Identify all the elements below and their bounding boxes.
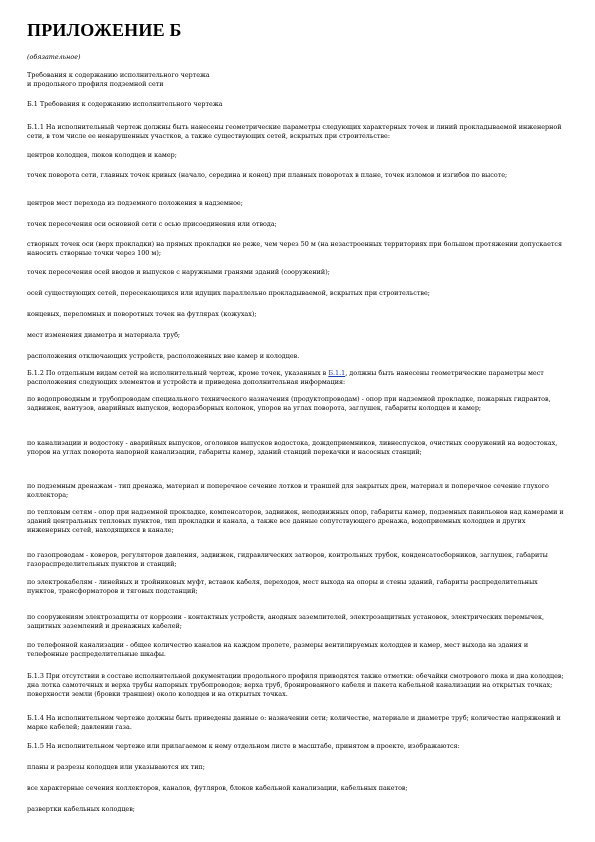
list-item: по электрокабелям - линейных и тройниковых муфт, вставок кабеля, переходов, мест выхода на опоры и стены зданий, габариты распределительных пунктов, трансформаторов и тяговых подстанций; [27,578,538,595]
list-item: центров колодцев, люков колодцев и камер; [27,151,177,159]
list-item: точек поворота сети, главных точек кривых (начало, середина и конец) при плавных поворотах в плане, точек изломов и изгибов по высоте; [27,171,508,179]
paragraph-b12-text: Б.1.2 По отдельным видам сетей на исполнительный чертеж, кроме точек, указанных в [27,369,329,377]
list-item: концевых, переломных и поворотных точек на футлярах (кожухах); [27,310,257,318]
list-item: центров мест перехода из подземного положения в надземное; [27,199,243,207]
list-item: планы и разрезы колодцев или указываются их тип; [27,763,205,771]
list-item: все характерные сечения коллекторов, каналов, футляров, блоков кабельной канализации, кабельных пакетов; [27,784,408,792]
appendix-title: ПРИЛОЖЕНИЕ Б [27,20,182,40]
list-item: точек пересечения оси основной сети с осью присоединения или отвода; [27,220,277,228]
list-item: точек пересечения осей вводов и выпусков с наружными гранями зданий (сооружений); [27,268,330,276]
section-heading: Б.1 Требования к содержанию исполнительного чертежа [27,100,223,108]
list-item: по водопроводным и трубопроводам специального технического назначения (продуктопроводам) - опор при надземной прокладке, пожарных гидрантов, задвижек, вантузов, аварийных выпусков, водоразборных колонок, упоров на углах поворота, заглушек, габариты колодцев и камер; [27,395,551,412]
paragraph-b12 [27,369,568,387]
link-b11[interactable]: Б.1.1 [328,369,346,377]
appendix-status: (обязательное) [27,53,81,61]
heading-line-1: Требования к содержанию исполнительного чертежа [27,71,210,79]
list-item: мест изменения диаметра и материала труб; [27,331,181,339]
list-item: по канализации и водостоку - аварийных выпусков, оголовков выпусков водостока, дождеприемников, ливнеспусков, очистных сооружений на водостоках, упоров на углах поворота напорной канализации, габариты камер, зданий станций перекачки и насосных станций; [27,439,558,456]
paragraph-b14: Б.1.4 На исполнительном чертеже должны быть приведены данные о: назначении сети; количестве, материале и диаметре труб; количестве напряжений и марке кабелей; давлении газа. [27,714,561,731]
list-item: по телефонной канализации - общее количество каналов на каждом пролете, размеры вентилируемых колодцев и камер, мест выхода на здания и телефонные распределительные шкафы. [27,641,529,658]
list-item: створных точек оси (верх прокладки) на прямых прокладки не реже, чем через 50 м (на незастроенных территориях при большом протяжении допускается наносить створные точки через 100 м); [27,240,563,257]
paragraph-b11: Б.1.1 На исполнительный чертеж должны быть нанесены геометрические параметры следующих характерных точек и линий прокладываемой инженерной сети, в том числе ее ненарушенных участков, а также существующих сетей, вскрытых при строительстве: [27,123,562,140]
list-item: по газопроводам - коверов, регуляторов давления, задвижек, гидравлических затворов, контрольных трубок, конденсатосборников, заглушек, габариты газораспределительных пунктов и станций; [27,551,548,568]
paragraph-b12-text-end: , должны быть нанесены геометрические параметры мест расположения следующих элементов и устройств и приведена дополнительная информация: [27,369,544,386]
list-item: по подземным дренажам - тип дренажа, материал и поперечное сечение лотков и траншей для закрытых дрен, материал и поперечное сечение глухого коллектора; [27,482,549,499]
paragraph-b15: Б.1.5 На исполнительном чертеже или прилагаемом к нему отдельном листе в масштабе, принятом в проекте, изображаются: [27,742,460,750]
list-item: по сооружениям электрозащиты от коррозии - контактных устройств, анодных заземлителей, электрозащитных установок, электрических перемычек, защитных заземлений и дренажных кабелей; [27,613,544,630]
list-item: по тепловым сетям - опор при надземной прокладке, компенсаторов, задвижек, неподвижных опор, габариты камер, подземных павильонов над камерами и зданий центральных тепловых пунктов, тип прокладки и канала, а также все данные сопутствующего дренажа, водоприемных колодцев и других инженерных сетей, находящихся в канале; [27,508,564,534]
heading-line-2: и продольного профиля подземной сети [27,80,164,88]
list-item: осей существующих сетей, пересекающихся или идущих параллельно прокладываемой, вскрытых при строительстве; [27,289,430,297]
paragraph-b13: Б.1.3 При отсутствии в составе исполнительной документации продольного профиля приводятся также отметки: обечайки смотрового люка и дна колодцев; дна лотка самотечных и верха трубы напорных трубопроводов; верха труб, бронированного кабеля и пакета кабельной канализации на открытых точках; поверхности земли (бровки траншеи) около колодцев и на открытых точках. [27,672,564,698]
list-item: расположения отключающих устройств, расположенных вне камер и колодцев. [27,352,300,360]
list-item: развертки кабельных колодцев; [27,805,135,813]
